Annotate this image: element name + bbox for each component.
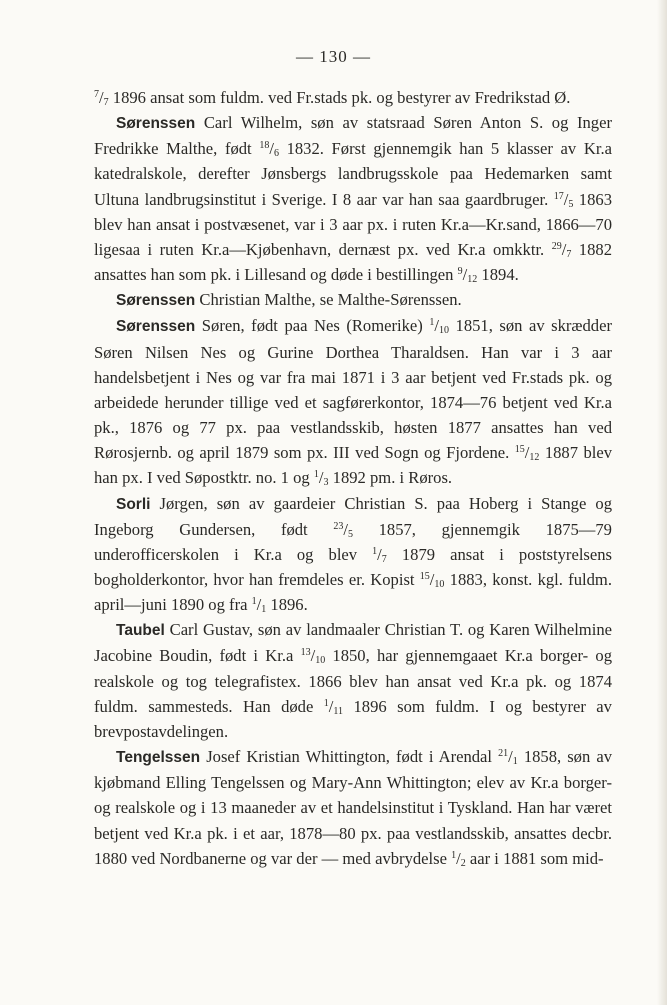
entry-sorenssen-soren: Sørenssen Søren, født paa Nes (Romerike) $^1/_{10}$ 1851, søn av skrædder Søren Nilsen Nes og Gurine Dorthea Tharaldsen. Han var i 3 aar handelsbetjent i Nes og var fra mai 1871 i 3 aar betjent ved Fr.stads pk. og arbeidede herunder tillige ved et sagførerkontor, 1874—76 betjent ved Kr.a pk., 1876 og 77 px. paa vestlandsskib, høsten 1877 ansattes han ved Rørosjernb. og april 1879 som px. III ved Sogn og Fjordene. $^{15}/_{12}$ 1887 blev han px. I ved Søpostktr. no. 1 og $^1/_3$ 1892 pm. i Røros. [94, 316, 613, 489]
entry-text: Søren, født paa Nes (Romerike) [201, 316, 423, 336]
fraction-numerator: 1 [251, 596, 257, 608]
fraction-denominator: 1 [261, 604, 267, 616]
entry-continuation: $^7/_7$ 1896 ansat som fuldm. ved Fr.stads pk. og bestyrer av Fredrikstad Ø. [94, 88, 571, 108]
entry-sorenssen-christian [94, 287, 612, 313]
fraction-numerator: 1 [451, 849, 457, 861]
entry-name: Tengelssen [116, 749, 201, 767]
fraction-denominator: 12 [467, 274, 478, 286]
entry-name: Sorli [116, 495, 151, 513]
fraction-denominator: 7 [381, 553, 387, 565]
page-body [94, 85, 612, 871]
entry-text: 1887 blev han px. I ved Søpostktr. no. 1 og [94, 443, 613, 488]
entry-text: Jørgen, søn av gaardeier Christian S. paa Hoberg i Stange og Ingeborg Gundersen, født [94, 493, 612, 539]
fraction-numerator: 15 [514, 444, 525, 456]
entry-sorenssen-carl: Sørenssen Carl Wilhelm, søn av statsraad Søren Anton S. og Inger Fredrikke Malthe, født $^{18}/_6$ 1832. Først gjennemgik han 5 klasser av Kr.a katedralskole, derefter Jønsbergs landbrugsskole paa Hedemarken samt Ultuna landbrugsinstitut i Sverige. I 8 aar var han saa gaardbruger. $^{17}/_5$ 1863 blev han ansat i postvæsenet, var i 3 aar px. i ruten Kr.a—Kr.sand, 1866—70 ligesaa i ruten Kr.a—Kjøbenhavn, dernæst px. ved Kr.a omkktr. $^{29}/_7$ 1882 ansattes han som pk. i Lillesand og døde i bestillingen $^9/_{12}$ 1894. [94, 113, 612, 286]
entry-taubel: Taubel Carl Gustav, søn av landmaaler Christian T. og Karen Wilhelmine Jacobine Boudin, født i Kr.a $^{13}/_{10}$ 1850, har gjennemgaaet Kr.a borger- og realskole og tog telegrafistex. 1866 blev han ansat ved Kr.a pk. og 1874 fuldm. sammesteds. Han døde $^1/_{11}$ 1896 som fuldm. I og bestyrer av brevpostavdelingen. [94, 620, 613, 741]
entry-text: 1882 ansattes han som pk. i Lillesand og døde i bestillingen [94, 239, 612, 285]
entry-text: 1850, har gjennemgaaet Kr.a borger- og realskole og tog telegrafistex. 1866 blev han ansat ved Kr.a pk. og 1874 fuldm. sammesteds. Han døde [94, 646, 613, 716]
entry-text: 1896 som fuldm. I og bestyrer av brevpostavdelingen. [94, 696, 612, 741]
fraction-numerator: 18 [259, 140, 270, 152]
fraction-numerator: 7 [94, 89, 99, 100]
entry-text: aar i 1881 som mid- [469, 848, 604, 868]
entry-tengelssen: Tengelssen Josef Kristian Whittington, født i Arendal $^{21}/_1$ 1858, søn av kjøbmand Elling Tengelssen og Mary-Ann Whittington; elev av Kr.a borger- og realskole og i 13 maaneder av et handelsinstitut i Tyskland. Han har været betjent ved Kr.a pk. i et aar, 1878—80 px. paa vestlandsskib, ansattes decbr. 1880 ved Nordbanerne og var der — med avbrydelse $^1/_2$ aar i 1881 som mid- [94, 747, 612, 869]
fraction-denominator: 2 [460, 857, 466, 869]
entry-text: 1832. Først gjennemgik han 5 klasser av Kr.a katedralskole, derefter Jønsbergs landbrugsskole paa Hedemarken samt Ultuna landbrugsinstitut i Sverige. I 8 aar var han saa gaardbruger. [94, 139, 612, 209]
entry-text: Josef Kristian Whittington, født i Arendal [206, 747, 493, 767]
entry-name: Taubel [116, 622, 165, 640]
fraction-denominator: 5 [347, 528, 353, 540]
fraction-denominator: 10 [315, 655, 326, 667]
fraction-numerator: 1 [429, 317, 435, 329]
entry-text: 1851, søn av skrædder Søren Nilsen Nes og Gurine Dorthea Tharaldsen. Han var i 3 aar handelsbetjent i Nes og var fra mai 1871 i 3 aar betjent ved Fr.stads pk. og arbeidede herunder tillige ved et sagførerkontor, 1874—76 betjent ved Kr.a pk., 1876 og 77 px. paa vestlandsskib, høsten 1877 ansattes han ved Rørosjernb. og april 1879 som px. III ved Sogn og Fjordene. [94, 316, 612, 463]
entry-text: Christian Malthe, se Malthe-Sørenssen. [199, 290, 462, 310]
fraction-numerator: 15 [419, 570, 430, 582]
entry-text: 1892 pm. i Røros. [332, 468, 453, 488]
fraction-numerator: 17 [553, 190, 564, 202]
fraction-denominator: 1 [512, 756, 518, 768]
entry-text: Carl Gustav, søn av landmaaler Christian T. og Karen Wilhelmine Jacobine Boudin, født i Kr.a [94, 620, 612, 666]
entry-name: Sørenssen [116, 318, 196, 336]
entry-text: Carl Wilhelm, søn av statsraad Søren Anton S. og Inger Fredrikke Malthe, født [94, 113, 612, 159]
entry-text: 1896 ansat som fuldm. ved Fr.stads pk. og bestyrer av Fredrikstad Ø. [112, 88, 571, 107]
entry-sorli: Sorli Jørgen, søn av gaardeier Christian S. paa Hoberg i Stange og Ingeborg Gundersen, født $^{23}/_5$ 1857, gjennemgik 1875—79 underofficerskolen i Kr.a og blev $^1/_7$ 1879 ansat i poststyrelsens bogholderkontor, hvor han fremdeles er. Kopist $^{15}/_{10}$ 1883, konst. kgl. fuldm. april—juni 1890 og fra $^1/_1$ 1896. [94, 493, 613, 616]
fraction-denominator: 6 [273, 148, 279, 160]
entry-text: 1879 ansat i poststyrelsens bogholderkontor, hvor han fremdeles er. Kopist [94, 544, 613, 589]
page-number: — 130 — [296, 47, 371, 66]
fraction-numerator: 13 [300, 647, 311, 659]
page-edge [657, 0, 667, 1005]
entry-name: Sørenssen [116, 115, 196, 133]
fraction-denominator: 7 [103, 97, 109, 108]
fraction-denominator: 10 [438, 325, 449, 337]
fraction-numerator: 29 [551, 240, 562, 252]
fraction-numerator: 1 [313, 469, 319, 481]
fraction-denominator: 10 [434, 578, 445, 590]
fraction-numerator: 1 [323, 697, 329, 709]
entry-text: 1896. [270, 595, 308, 615]
entry-text: 1863 blev han ansat i postvæsenet, var i 3 aar px. i ruten Kr.a—Kr.sand, 1866—70 ligesaa i ruten Kr.a—Kjøbenhavn, dernæst px. ved Kr.a omkktr. [94, 189, 612, 259]
fraction-numerator: 23 [333, 520, 344, 532]
fraction-denominator: 7 [566, 248, 572, 260]
fraction-denominator: 12 [529, 452, 540, 464]
entry-text: 1894. [481, 265, 519, 285]
fraction-denominator: 11 [333, 705, 344, 717]
fraction-numerator: 1 [372, 545, 378, 557]
entry-name: Sørenssen [116, 292, 196, 310]
entry-text: 1858, søn av kjøbmand Elling Tengelssen og Mary-Ann Whittington; elev av Kr.a borger- og realskole og i 13 maaneder av et handelsinstitut i Tyskland. Han har været betjent ved Kr.a pk. i et aar, 1878—80 px. paa vestlandsskib, ansattes decbr. 1880 ved Nordbanerne og var der — med avbrydelse [94, 747, 612, 868]
fraction-numerator: 9 [457, 266, 463, 278]
fraction-numerator: 21 [498, 748, 509, 760]
fraction-denominator: 3 [323, 477, 329, 489]
entry-text: 1857, gjennemgik 1875—79 underofficerskolen i Kr.a og blev [94, 519, 612, 564]
entry-text: 1883, konst. kgl. fuldm. april—juni 1890 og fra [94, 569, 612, 615]
fraction-denominator: 5 [568, 198, 574, 210]
